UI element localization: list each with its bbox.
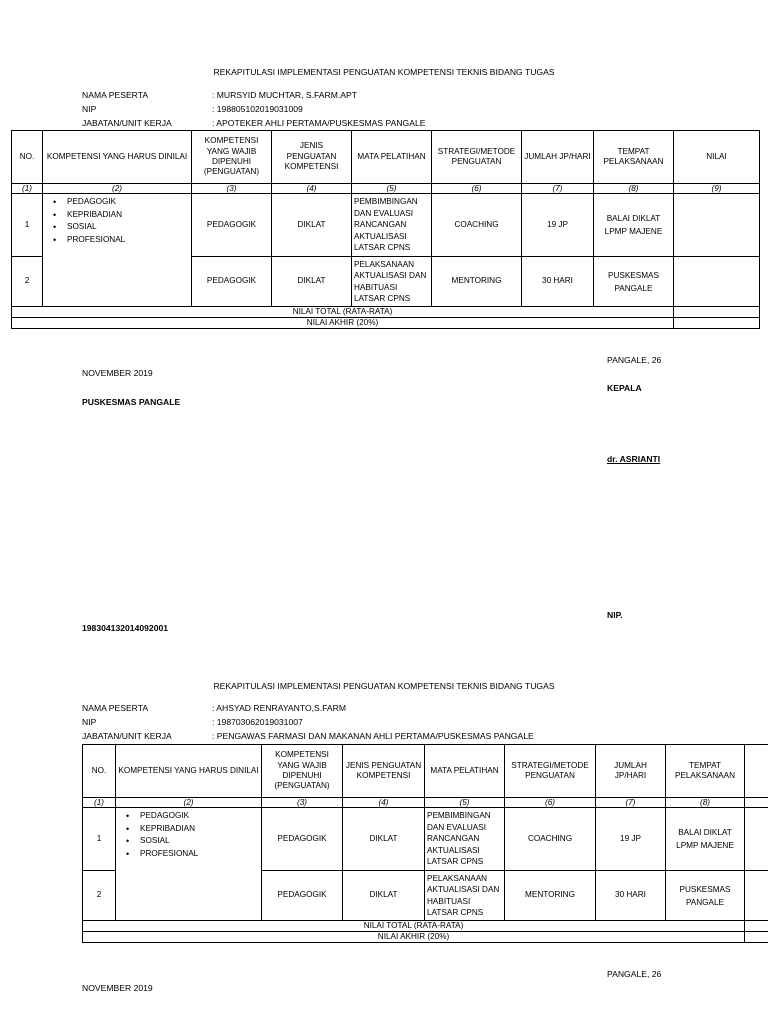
- participant-nip-value-2: : 198703062019031007: [212, 717, 303, 727]
- list-item: • SOSIAL: [67, 221, 189, 234]
- row-wajib: PEDAGOGIK: [262, 808, 343, 871]
- row-no: 1: [83, 808, 116, 871]
- participant-name-label-1: NAMA PESERTA: [82, 90, 149, 100]
- total-label: NILAI TOTAL (RATA-RATA): [83, 921, 745, 932]
- total-value: [745, 921, 768, 932]
- row-no: 1: [12, 194, 43, 257]
- header-nilai: NILAI: [674, 131, 760, 184]
- row-wajib: PEDAGOGIK: [192, 194, 272, 257]
- report-title-1: REKAPITULASI IMPLEMENTASI PENGUATAN KOMPETENSI TEKNIS BIDANG TUGAS: [213, 67, 555, 77]
- row-strategi: MENTORING: [432, 257, 522, 307]
- participant-nip-label-1: NIP: [82, 104, 97, 114]
- competency-list: [118, 810, 259, 860]
- participant-name-value-1: : MURSYID MUCHTAR, S.FARM.APT: [212, 90, 357, 100]
- row-jumlah: 30 HARI: [522, 257, 594, 307]
- final-label: NILAI AKHIR (20%): [12, 318, 674, 329]
- row-tempat: PUSKESMAS PANGALE: [594, 257, 674, 307]
- table-header-row: [83, 745, 768, 798]
- list-item: • KEPRIBADIAN: [67, 209, 189, 222]
- col-number: (1): [12, 184, 43, 194]
- list-item: • SOSIAL: [140, 835, 259, 848]
- column-number-row: [83, 798, 768, 808]
- col-number: (2): [116, 798, 262, 808]
- row-nilai: [745, 871, 768, 921]
- list-item: • PROFESIONAL: [140, 848, 259, 861]
- row-mata-pelatihan: PELAKSANAAN AKTUALISASI DAN HABITUASI LATSAR CPNS: [425, 871, 505, 921]
- signature-nip-label: NIP.: [607, 610, 623, 620]
- header-mata-pelatihan: MATA PELATIHAN: [352, 131, 432, 184]
- header-nilai: [745, 745, 768, 798]
- participant-nip-label-2: NIP: [82, 717, 97, 727]
- row-wajib: PEDAGOGIK: [192, 257, 272, 307]
- col-number: (8): [666, 798, 745, 808]
- row-strategi: COACHING: [432, 194, 522, 257]
- col-number: (3): [262, 798, 343, 808]
- participant-position-value-1: : APOTEKER AHLI PERTAMA/PUSKESMAS PANGALE: [212, 118, 426, 128]
- col-number: (7): [596, 798, 666, 808]
- row-mata-pelatihan: PELAKSANAAN AKTUALISASI DAN HABITUASI LATSAR CPNS: [352, 257, 432, 307]
- row-jumlah: 19 JP: [522, 194, 594, 257]
- col-number: (3): [192, 184, 272, 194]
- signature-nip-value: 198304132014092001: [82, 623, 169, 633]
- header-kompetensi-dinilai: KOMPETENSI YANG HARUS DINILAI: [116, 745, 262, 798]
- header-strategi: STRATEGI/METODE PENGUATAN: [505, 745, 596, 798]
- participant-name-label-2: NAMA PESERTA: [82, 703, 149, 713]
- final-row: [83, 932, 768, 943]
- col-number: (4): [343, 798, 425, 808]
- row-jenis: DIKLAT: [343, 808, 425, 871]
- participant-position-label-2: JABATAN/UNIT KERJA: [82, 731, 172, 741]
- row-jumlah: 30 HARI: [596, 871, 666, 921]
- row-tempat: BALAI DIKLAT LPMP MAJENE: [594, 194, 674, 257]
- col-number: (9): [674, 184, 760, 194]
- signature-month-year: NOVEMBER 2019: [82, 368, 153, 378]
- header-jumlah: JUMLAH JP/HARI: [596, 745, 666, 798]
- signature-name: dr. ASRIANTI: [607, 454, 661, 464]
- participant-position-value-2: : PENGAWAS FARMASI DAN MAKANAN AHLI PERTAMA/PUSKESMAS PANGALE: [212, 731, 534, 741]
- col-number: (1): [83, 798, 116, 808]
- participant-name-value-2: : AHSYAD RENRAYANTO,S.FARM: [212, 703, 347, 713]
- col-number: (6): [432, 184, 522, 194]
- total-label: NILAI TOTAL (RATA-RATA): [12, 307, 674, 318]
- row-tempat: BALAI DIKLAT LPMP MAJENE: [666, 808, 745, 871]
- row-strategi: COACHING: [505, 808, 596, 871]
- row-no: 2: [12, 257, 43, 307]
- list-item: • PROFESIONAL: [67, 234, 189, 247]
- header-no: NO.: [83, 745, 116, 798]
- header-mata-pelatihan: MATA PELATIHAN: [425, 745, 505, 798]
- row-jumlah: 19 JP: [596, 808, 666, 871]
- report-title-2: REKAPITULASI IMPLEMENTASI PENGUATAN KOMPETENSI TEKNIS BIDANG TUGAS: [213, 681, 555, 691]
- row-mata-pelatihan: PEMBIMBINGAN DAN EVALUASI RANCANGAN AKTUALISASI LATSAR CPNS: [425, 808, 505, 871]
- col-number: (2): [43, 184, 192, 194]
- table-row: [83, 808, 768, 871]
- row-no: 2: [83, 871, 116, 921]
- participant-position-label-1: JABATAN/UNIT KERJA: [82, 118, 172, 128]
- col-number: (6): [505, 798, 596, 808]
- signature-place-date: PANGALE, 26: [607, 355, 662, 365]
- row-tempat: PUSKESMAS PANGALE: [666, 871, 745, 921]
- header-jenis-penguatan: JENIS PENGUATAN KOMPETENSI: [343, 745, 425, 798]
- header-kompetensi-wajib: KOMPETENSI YANG WAJIB DIPENUHI (PENGUATAN): [192, 131, 272, 184]
- header-kompetensi-wajib: KOMPETENSI YANG WAJIB DIPENUHI (PENGUATAN): [262, 745, 343, 798]
- header-jumlah: JUMLAH JP/HARI: [522, 131, 594, 184]
- list-item: • PEDAGOGIK: [140, 810, 259, 823]
- list-item: • PEDAGOGIK: [67, 196, 189, 209]
- list-item: • KEPRIBADIAN: [140, 823, 259, 836]
- row-jenis: DIKLAT: [343, 871, 425, 921]
- final-label: NILAI AKHIR (20%): [83, 932, 745, 943]
- col-number: (5): [352, 184, 432, 194]
- header-no: NO.: [12, 131, 43, 184]
- row-jenis: DIKLAT: [272, 257, 352, 307]
- final-value: [745, 932, 768, 943]
- header-jenis-penguatan: JENIS PENGUATAN KOMPETENSI: [272, 131, 352, 184]
- signature-position: KEPALA: [607, 383, 642, 393]
- competency-table-2: [82, 744, 768, 943]
- signature-unit: PUSKESMAS PANGALE: [82, 397, 181, 407]
- row-mata-pelatihan: PEMBIMBINGAN DAN EVALUASI RANCANGAN AKTUALISASI LATSAR CPNS: [352, 194, 432, 257]
- col-number: (7): [522, 184, 594, 194]
- col-number: [745, 798, 768, 808]
- competency-list-cell: [116, 808, 262, 921]
- signature-month-year-2: NOVEMBER 2019: [82, 983, 153, 993]
- row-nilai: [745, 808, 768, 871]
- col-number: (5): [425, 798, 505, 808]
- participant-nip-value-1: : 198805102019031009: [212, 104, 303, 114]
- header-kompetensi-dinilai: KOMPETENSI YANG HARUS DINILAI: [43, 131, 192, 184]
- total-row: [83, 921, 768, 932]
- row-strategi: MENTORING: [505, 871, 596, 921]
- col-number: (4): [272, 184, 352, 194]
- row-wajib: PEDAGOGIK: [262, 871, 343, 921]
- col-number: (8): [594, 184, 674, 194]
- row-jenis: DIKLAT: [272, 194, 352, 257]
- header-strategi: STRATEGI/METODE PENGUATAN: [432, 131, 522, 184]
- header-tempat: TEMPAT PELAKSANAAN: [666, 745, 745, 798]
- header-tempat: TEMPAT PELAKSANAAN: [594, 131, 674, 184]
- signature-place-date-2: PANGALE, 26: [607, 969, 662, 979]
